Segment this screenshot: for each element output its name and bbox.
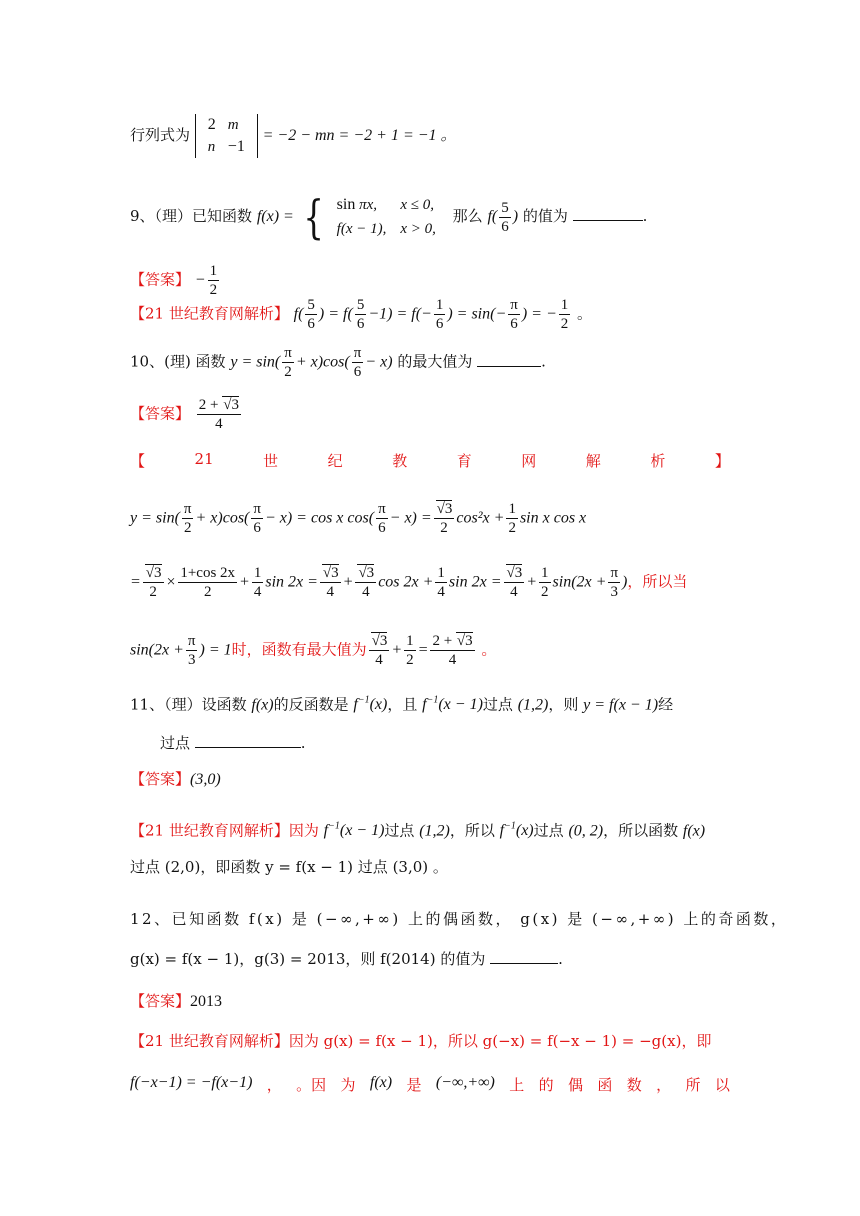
q10-line3-mid: 时，函数有最大值为 [231,640,367,659]
q9-cases: sin πx, x ≤ 0, f(x − 1), x > 0, [336,196,436,237]
q9-function: f(x) = [256,208,294,225]
q11-blank [195,747,301,748]
q12-an2-part: 以 [714,1076,730,1094]
spread-char: 世 [263,452,279,470]
answer-label: 【答案】 [130,404,191,423]
q9-label: 9、（理）已知函数 [130,207,253,225]
spread-char: 育 [456,452,472,470]
q9-tail: 的值为 [522,207,568,225]
q11-an-1: 因为 [288,821,319,840]
q12-an2-part: 上 [509,1076,525,1094]
spread-char: 21 [194,450,214,468]
determinant-matrix: 2 m n −1 [195,114,258,158]
spread-char: 【 [130,452,146,470]
q11-answer-value: (3,0) [190,771,221,788]
spread-char: 纪 [327,452,343,470]
answer-label: 【答案】 [130,992,191,1010]
q12-an2-part: 所 [685,1076,701,1094]
q12-an2-part: 为 [340,1076,356,1094]
q12-analysis [130,1030,711,1052]
q11-line2-text: 过点 [160,734,191,752]
q10-line2-tail: ，所以当 [627,572,688,591]
analysis-label: 【21 世纪教育网解析】 [130,821,289,840]
q9-blank [573,220,643,221]
q10-derivation-2: = $\frac{√3}{2}$ × $\frac{1+\cos 2x}{2}$ + $\frac{1}{4}$ sin 2x = $\frac{√3}{4}$ + $\frac{√3}{4}$ cos 2x + $\frac{1}{4}$ sin 2x = $\frac{√3}{4}$ + $\frac{1}{2}$ sin(2x + $\frac{\pi}{3}$ )，所以当 [130,565,688,600]
q9-mid: 那么 [452,207,483,225]
determinant-result: = −2 − mn = −2 + 1 = −1 。 [262,127,457,144]
spread-char: 】 [714,452,730,470]
q12-an2-part: 。因 [296,1076,327,1094]
q11-text-d: ，则 [548,695,579,714]
question-12 [130,908,788,930]
q10-label: 10、(理) 函数 [130,352,226,371]
q10-answer: 【答案】 $\frac{2 + √3}{4}$ [130,397,239,432]
cases-brace: { [303,190,324,244]
answer-label: 【答案】 [130,270,191,289]
question-9: 9、（理）已知函数 f(x) = { sin πx, x ≤ 0, f(x − 1), x > 0, 那么 f( $\frac{5}{6}$ ) 的值为 . [130,190,648,244]
q11-an-line2: 过点 (2,0)，即函数 y = f(x − 1) 过点 (3,0) 。 [130,858,448,876]
q9-answer-sign: − [194,271,206,289]
q10-tail: 的最大值为 [397,352,473,371]
q10-analysis-header [130,450,730,471]
q12-an2-part: (−∞,+∞) [435,1074,495,1091]
q12-blank [490,963,558,964]
q12-line1: 12、已知函数 f(x) 是 (−∞,+∞) 上的偶函数， g(x) 是 (−∞,+∞) 上的奇函数， [130,910,789,928]
spread-char: 网 [521,452,537,470]
q11-line2: 过点 . [160,734,306,752]
q10-derivation-1: y = sin( $\frac{\pi}{2}$ + x)cos( $\frac{\pi}{6}$ − x) = cos x cos( $\frac{\pi}{6}$ − x) = $\frac{√3}{2}$ cos²x + $\frac{1}{2}$ sin x cos x [130,501,587,536]
determinant-label: 行列式为 [130,126,191,144]
q11-analysis: 【21 世纪教育网解析】因为 $f^{-1}(x - 1)$过点 (1,2)，所以 $f^{-1}(x)$过点 (0, 2)，所以函数 f(x) [130,821,706,840]
q12-an2-part: 是 [406,1076,422,1094]
spread-char: 析 [650,452,666,470]
q11-answer [130,768,221,791]
q12-an2-part: 的 [538,1076,554,1094]
q9-answer: 【答案】 − $\frac{1}{2}$ [130,263,218,298]
q9-analysis: 【21 世纪教育网解析】 f( $\frac{5}{6}$ ) = f( $\frac{5}{6}$ −1) = f(− $\frac{1}{6}$ ) = sin(− $\frac{\pi}{6}$ ) = − $\frac{1}{2}$ 。 [130,297,593,332]
q12-an2-part: 数 [626,1076,642,1094]
spread-char: 解 [585,452,601,470]
q11-text-e: 经 [658,695,674,714]
q12-line2: g(x) = f(x − 1)，g(3) = 2013，则 f(2014) 的值为 [130,950,486,968]
answer-label: 【答案】 [130,770,191,788]
q11-label: 11、（理）设函数 [130,695,247,714]
q12-an2-part: ， [656,1076,672,1094]
q11-an-5: ，所以函数 [603,821,679,840]
q11-text-c: 过点 [482,695,513,714]
determinant-line [130,114,457,158]
q11-an-3: ，所以 [449,821,495,840]
question-11: 11、（理）设函数 f(x)的反函数是 $f^{-1}(x)$，且 $f^{-1}(x - 1)$过点 (1,2)，则 y = f(x − 1)经 [130,695,674,714]
q12-an-1: 因为 g(x) = f(x − 1)，所以 g(−x) = f(−x − 1) = −g(x)，即 [288,1032,712,1050]
q11-text-a: 的反函数是 [273,695,349,714]
q12-an2-part: 函 [597,1076,613,1094]
q12-an2-part: f(x) [369,1074,393,1091]
question-12-line2: g(x) = f(x − 1)，g(3) = 2013，则 f(2014) 的值为 . [130,950,563,968]
q12-answer-value: 2013 [190,993,223,1010]
q10-derivation-3: sin(2x + $\frac{\pi}{3}$ ) = 1时，函数有最大值为 $\frac{√3}{4}$ + $\frac{1}{2}$ = $\frac{2 + √3}{4}$ 。 [130,633,497,668]
q11-an-4: 过点 [533,821,564,840]
q11-text-b: ，且 [387,695,418,714]
q11-analysis-2 [130,856,448,878]
q11-an-2: 过点 [384,821,415,840]
q10-blank [477,366,541,367]
analysis-label: 【21 世纪教育网解析】 [130,304,289,323]
q12-an2-part: 偶 [567,1076,583,1094]
q12-analysis-2 [130,1074,730,1095]
spread-char: 教 [392,452,408,470]
q12-an2-part: f(−x−1) = −f(x−1) [130,1074,253,1091]
analysis-label: 【21 世纪教育网解析】 [130,1032,289,1050]
question-10: 10、(理) 函数 y = sin( $\frac{\pi}{2}$ + x)cos( $\frac{\pi}{6}$ − x) 的最大值为 . [130,345,546,380]
q12-an2-part: ， [266,1076,282,1094]
q12-answer [130,990,222,1013]
